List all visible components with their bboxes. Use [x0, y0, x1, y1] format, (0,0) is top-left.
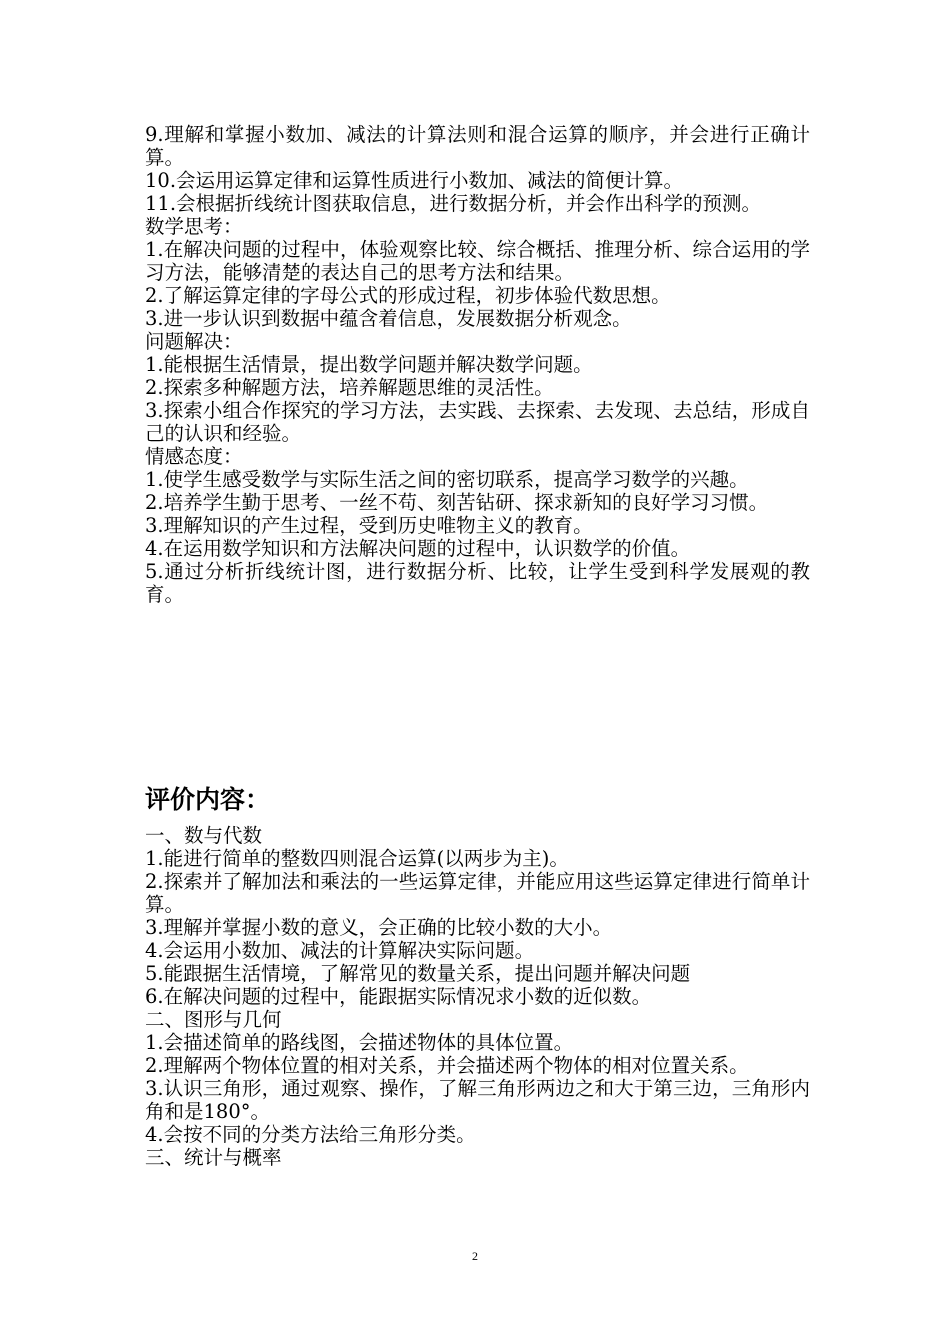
paragraph: 3.理解知识的产生过程，受到历史唯物主义的教育。	[145, 514, 593, 537]
page-number: 2	[472, 1249, 478, 1263]
paragraph: 10.会运用运算定律和运算性质进行小数加、减法的简便计算。	[145, 169, 684, 192]
subheading-geometry: 二、图形与几何	[145, 1008, 282, 1031]
paragraph: 5.通过分析折线统计图，进行数据分析、比较，让学生受到科学发展观的教育。	[145, 560, 810, 606]
paragraph: 3.理解并掌握小数的意义，会正确的比较小数的大小。	[145, 916, 613, 939]
subheading-statistics: 三、统计与概率	[145, 1146, 282, 1169]
subheading-number-algebra: 一、数与代数	[145, 824, 263, 847]
paragraph: 4.会运用小数加、减法的计算解决实际问题。	[145, 939, 535, 962]
paragraph: 3.探索小组合作探究的学习方法，去实践、去探索、去发现、去总结，形成自己的认识和经验。	[145, 399, 810, 445]
paragraph: 2.理解两个物体位置的相对关系，并会描述两个物体的相对位置关系。	[145, 1054, 749, 1077]
paragraph: 6.在解决问题的过程中，能跟据实际情况求小数的近似数。	[145, 985, 652, 1008]
paragraph: 2.探索并了解加法和乘法的一些运算定律，并能应用这些运算定律进行简单计算。	[145, 870, 810, 916]
paragraph: 1.能根据生活情景，提出数学问题并解决数学问题。	[145, 353, 593, 376]
paragraph: 3.进一步认识到数据中蕴含着信息，发展数据分析观念。	[145, 307, 632, 330]
evaluation-block	[145, 824, 810, 1169]
paragraph: 2.了解运算定律的字母公式的形成过程，初步体验代数思想。	[145, 284, 671, 307]
paragraph: 3.认识三角形，通过观察、操作，了解三角形两边之和大于第三边，三角形内角和是180°。	[145, 1077, 810, 1123]
subheading-math-thinking: 数学思考：	[145, 215, 243, 238]
paragraph: 1.能进行简单的整数四则混合运算(以两步为主)。	[145, 847, 569, 870]
paragraph: 1.会描述简单的路线图，会描述物体的具体位置。	[145, 1031, 574, 1054]
paragraph: 11.会根据折线统计图获取信息，进行数据分析，并会作出科学的预测。	[145, 192, 762, 215]
paragraph: 9.理解和掌握小数加、减法的计算法则和混合运算的顺序，并会进行正确计算。	[145, 123, 810, 169]
objectives-block	[145, 123, 810, 606]
paragraph: 1.在解决问题的过程中，体验观察比较、综合概括、推理分析、综合运用的学习方法，能够清楚的表达自己的思考方法和结果。	[145, 238, 810, 284]
section-heading: 评价内容：	[145, 785, 271, 814]
subheading-attitude: 情感态度：	[145, 445, 243, 468]
paragraph: 4.在运用数学知识和方法解决问题的过程中，认识数学的价值。	[145, 537, 691, 560]
paragraph: 1.使学生感受数学与实际生活之间的密切联系，提高学习数学的兴趣。	[145, 468, 749, 491]
subheading-problem-solving: 问题解决：	[145, 330, 243, 353]
paragraph: 4.会按不同的分类方法给三角形分类。	[145, 1123, 476, 1146]
paragraph: 2.培养学生勤于思考、一丝不苟、刻苦钻研、探求新知的良好学习习惯。	[145, 491, 769, 514]
paragraph: 2.探索多种解题方法，培养解题思维的灵活性。	[145, 376, 554, 399]
paragraph: 5.能跟据生活情境，了解常见的数量关系，提出问题并解决问题	[145, 962, 691, 985]
